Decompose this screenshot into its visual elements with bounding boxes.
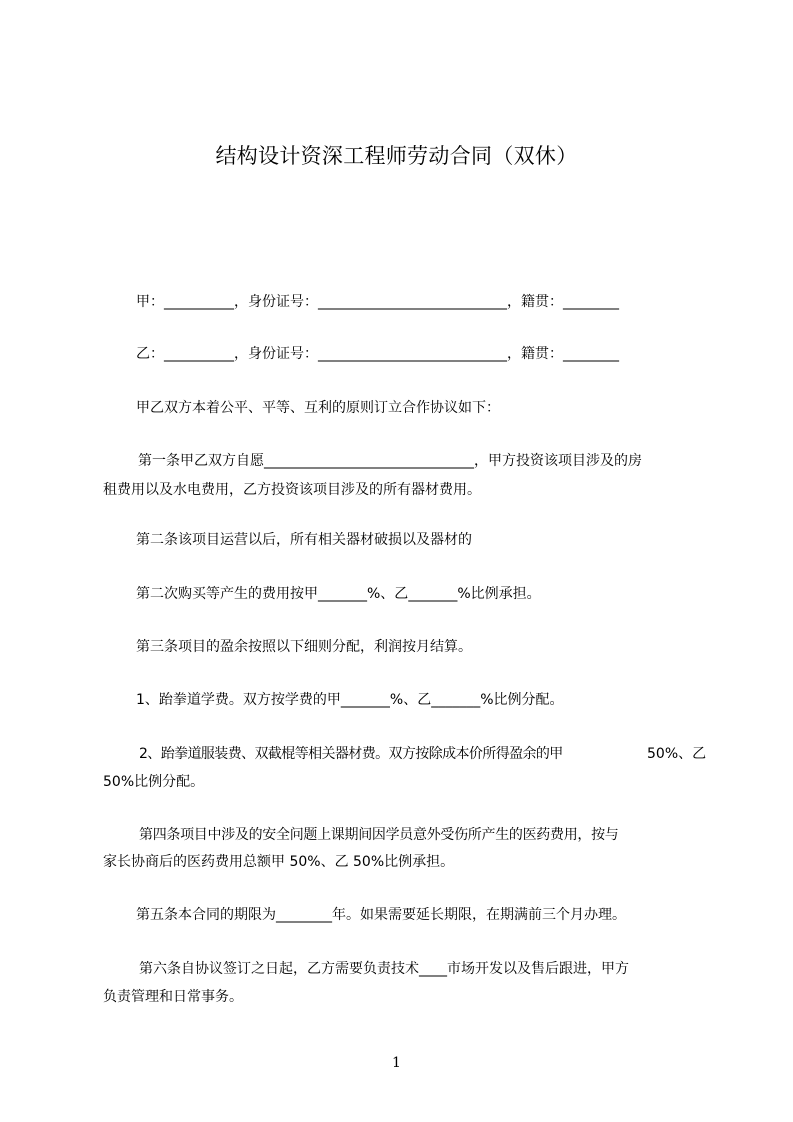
article-1-line-1: [138, 451, 642, 471]
item-1-text-c: %比例分配。: [480, 692, 564, 708]
item-2-text-a: 2、跆拳道服装费、双截棍等相关器材费。双方按除成本价所得盈余的甲: [139, 746, 563, 762]
article-2-line-2: [136, 584, 541, 604]
article-2-text-c: %比例承担。: [457, 586, 541, 602]
party-b-id-label: ，身份证号：: [234, 346, 318, 362]
article-2-line-1: 第二条该项目运营以后，所有相关器材破损以及器材的: [136, 532, 472, 548]
article-6-line-2: 负责管理和日常事务。: [103, 989, 243, 1005]
party-b-origin-label: ，籍贯：: [507, 346, 563, 362]
party-b-name-blank: __________: [164, 346, 234, 362]
article-3-paragraph: 第三条项目的盈余按照以下细则分配，利润按月结算。: [136, 639, 472, 655]
document-title: 结构设计资深工程师劳动合同（双休）: [215, 144, 578, 168]
article-1-line-2: 租费用以及水电费用，乙方投资该项目涉及的所有器材费用。: [103, 482, 481, 498]
party-a-id-label: ，身份证号：: [234, 294, 318, 310]
article-2-text-b: %、乙: [367, 586, 409, 602]
party-a-line: [136, 292, 619, 312]
article-6-text-b: 市场开发以及售后跟进，甲方: [447, 961, 629, 977]
item-2-line-2: 50%比例分配。: [103, 774, 205, 790]
article-2-text-a: 第二次购买等产生的费用按甲: [136, 586, 318, 602]
article-6-text-a: 第六条自协议签订之日起，乙方需要负责技术: [139, 961, 419, 977]
party-a-prefix: 甲：: [136, 294, 164, 310]
article-5-text-a: 第五条本合同的期限为: [136, 907, 276, 923]
party-b-id-blank: ___________________________: [318, 346, 507, 362]
article-5-line: [136, 905, 626, 925]
party-b-origin-blank: ________: [563, 346, 619, 362]
item-1-blank-b: _______: [431, 692, 481, 708]
article-2-blank-a: _______: [318, 586, 367, 602]
article-1-text-a: 第一条甲乙双方自愿: [138, 453, 264, 469]
intro-paragraph: 甲乙双方本着公平、平等、互利的原则订立合作协议如下：: [136, 400, 500, 416]
item-1-blank-a: _______: [340, 692, 390, 708]
item-2-line-1: [139, 744, 563, 764]
article-4-line-1: 第四条项目中涉及的安全问题上课期间因学员意外受伤所产生的医药费用，按与: [139, 827, 619, 843]
article-6-blank: ____: [419, 961, 447, 977]
article-4-line-2: 家长协商后的医药费用总额甲 50%、乙 50%比例承担。: [103, 854, 455, 870]
item-1-text-a: 1、跆拳道学费。双方按学费的甲: [136, 692, 341, 708]
item-1-text-b: %、乙: [389, 692, 432, 708]
article-1-text-b: ，甲方投资该项目涉及的房: [474, 453, 642, 469]
article-6-line-1: [139, 959, 629, 979]
article-1-blank: ______________________________: [264, 453, 474, 469]
article-5-text-b: 年。如果需要延长期限，在期满前三个月办理。: [332, 907, 626, 923]
party-a-origin-blank: ________: [563, 294, 619, 310]
party-a-id-blank: ___________________________: [318, 294, 507, 310]
party-a-origin-label: ，籍贯：: [507, 294, 563, 310]
item-1-line: [136, 690, 564, 710]
party-b-prefix: 乙：: [136, 346, 164, 362]
item-2-percent-a: 50%、乙: [647, 746, 707, 762]
article-5-blank: ________: [276, 907, 332, 923]
party-a-name-blank: __________: [164, 294, 234, 310]
article-2-blank-b: _______: [408, 586, 458, 602]
party-b-line: [136, 344, 619, 364]
page-number: 1: [392, 1055, 401, 1071]
